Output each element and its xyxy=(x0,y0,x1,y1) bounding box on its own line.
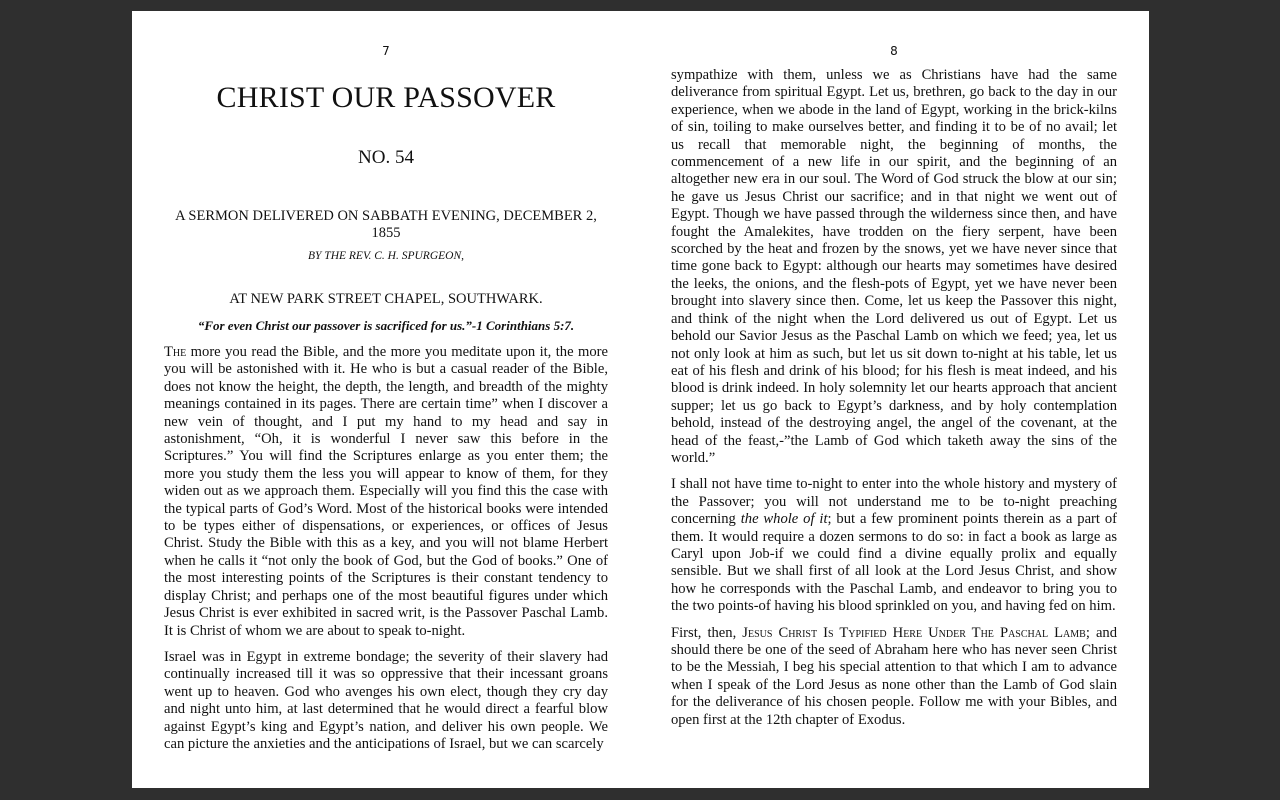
paragraph-text: First, then, xyxy=(671,624,743,641)
sermon-number: NO. 54 xyxy=(358,147,414,168)
paragraph: sympathize with them, unless we as Christians have had the same deliverance from spiritual Egypt. Let us, brethren, go back to the day in our experience, when we abode in the land of Egypt, working in the brick-kilns of sin, toiling to make ourselves better, and finding it to be of no avail; let us recall that memorable night, the beginning of months, the commencement of a new life in our spirit, and the beginning of an altogether new era in our soul. The Word of God struck the blow at our sin; he gave us Jesus Christ our sacrifice; and in that night we went out of Egypt. Though we have passed through the wilderness since then, and have fought the Amalekites, have trodden on the fiery serpent, have been scorched by the heat and frozen by the snows, yet we have never since that time gone back to Egypt: although our hearts may sometimes have desired the leeks, the onions, and the flesh-pots of Egypt, yet we have never been brought into slavery since then. Come, let us keep the Passover this night, and think of the night when the Lord delivered us out of Egypt. Let us behold our Savior Jesus as the Paschal Lamb on which we feed; yea, let us not only look at him as such, but let us sit down to-night at his table, let us eat of his flesh and drink of his blood; for his flesh is meat indeed, and his blood is drink indeed. In holy solemnity let our hearts approach that ancient supper; let us go back to Egypt’s darkness, and by holy contemplation behold, instead of the destroying angel, the angel of the covenant, at the head of the feast,-”the Lamb of God which taketh away the sins of the world.” xyxy=(671,67,1117,466)
page-number: 8 xyxy=(890,44,898,58)
page-number: 7 xyxy=(382,44,390,58)
left-page xyxy=(164,11,608,788)
author-byline: BY THE REV. C. H. SPURGEON, xyxy=(308,250,464,262)
paragraph xyxy=(164,344,608,640)
book-spread xyxy=(132,11,1149,788)
right-page xyxy=(671,11,1117,788)
paragraph-text: ; but a few prominent points therein as a part of them. It would require a dozen sermons to do so: in fact a book as large as Caryl upon Job-if we could find a divine equally prolix and equally sensible. But we shall first of all look at the Lord Jesus Christ, and show how he corresponds with the Paschal Lamb, and endeavor to bring you to the two points-of having his blood sprinkled on you, and having fed on him. xyxy=(671,511,1117,615)
paragraph xyxy=(671,476,1117,615)
chapel-line: AT NEW PARK STREET CHAPEL, SOUTHWARK. xyxy=(229,291,543,307)
scripture-text: “For even Christ our passover is sacrificed for us.”-1 Corinthians 5:7. xyxy=(197,318,575,333)
sermon-title: CHRIST OUR PASSOVER xyxy=(216,81,556,114)
heading-smallcaps: Jesus Christ Is Typified Here Under The Paschal Lamb xyxy=(742,624,1086,641)
paragraph xyxy=(671,625,1117,729)
paragraph-text: ; and should there be one of the seed of Abraham here who has never seen Christ to be the Messiah, I beg his special attention to that which I am to advance when I speak of the Lord Jesus as none other than the Lamb of God slain for the deliverance of his chosen people. Follow me with your Bibles, and open first at the 12th chapter of Exodus. xyxy=(671,624,1118,728)
emphasis-text: the whole of it xyxy=(740,511,828,528)
drop-word: The xyxy=(164,344,187,360)
paragraph-text: I shall not have time to-night to enter into the whole history and mystery of the Passover; you will not understand me to be to-night preaching concerning xyxy=(671,476,1117,528)
body-text xyxy=(671,67,1117,738)
paragraph-text: more you read the Bible, and the more you meditate upon it, the more you will be astonished with it. He who is but a casual reader of the Bible, does not know the height, the depth, the length, and breadth of the mighty meanings contained in its pages. There are certain time” when I discover a new vein of thought, and I put my hand to my head and say in astonishment, “Oh, it is wonderful I never saw this before in the Scriptures.” You will find the Scriptures enlarge as you enter them; the more you study them the less you will appear to know of them, for they widen out as we approach them. Especially will you find this the case with the typical parts of God’s Word. Most of the historical books were intended to be types either of dispensations, or experiences, or offices of Jesus Christ. Study the Bible with this as a key, and you will not blame Herbert when he calls it “not only the book of God, but the God of books.” One of the most interesting points of the Scriptures is their constant tendency to display Christ; and perhaps one of the most beautiful figures under which Jesus Christ is ever exhibited in sacred writ, is the Passover Paschal Lamb. It is Christ of whom we are about to speak to-night. xyxy=(164,344,608,639)
paragraph: Israel was in Egypt in extreme bondage; the severity of their slavery had continually increased till it was so oppressive that their incessant groans went up to heaven. God who avenges his own elect, though they cry day and night unto him, at last determined that he would direct a fearful blow against Egypt’s king and Egypt’s nation, and deliver his own people. We can picture the anxieties and the anticipations of Israel, but we can scarcely xyxy=(164,648,608,752)
body-text xyxy=(164,344,608,762)
delivery-line: A SERMON DELIVERED ON SABBATH EVENING, DECEMBER 2, 1855 xyxy=(175,208,597,241)
